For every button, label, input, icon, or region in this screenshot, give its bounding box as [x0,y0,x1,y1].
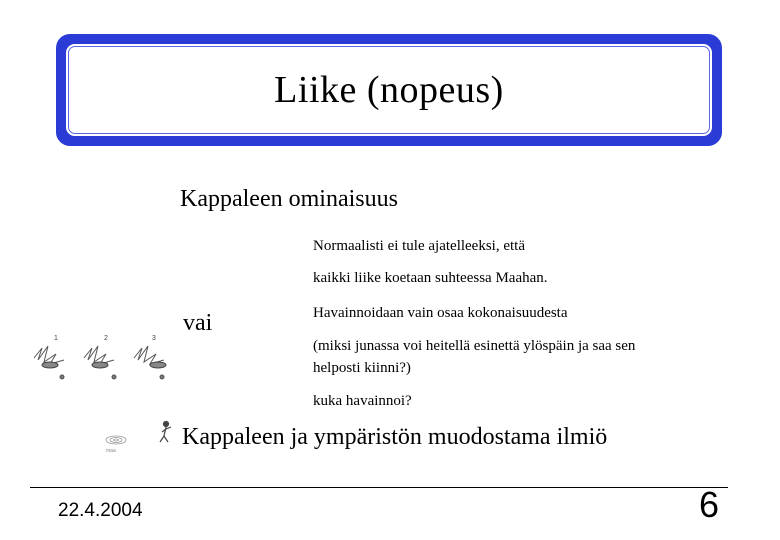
frame-1-figure [34,346,64,379]
footer-divider [30,487,728,488]
observer-illustration [100,420,178,458]
motion-frames-illustration [28,330,178,386]
title-frame [56,34,722,146]
slide-title: Liike (nopeus) [274,69,504,111]
page-number: 6 [699,484,720,525]
or-label: vai [183,310,213,336]
note-observe-part: Havainnoidaan vain osaa kokonaisuudesta [313,305,568,321]
note-relative-earth: kaikki liike koetaan suhteessa Maahan. [313,270,548,286]
earth-label: maa [106,448,116,454]
earth-rings-icon [106,436,126,444]
note-train-question-line2: helposti kiinni?) [313,360,411,376]
frame-number-1: 1 [54,335,58,342]
note-who-observes: kuka havainnoi? [313,393,412,409]
footer-date: 22.4.2004 [58,500,143,521]
frame-2-figure [84,346,116,379]
heading-phenomenon: Kappaleen ja ympäristön muodostama ilmiö [182,424,608,450]
note-normally: Normaalisti ei tule ajatelleeksi, että [313,238,525,254]
heading-property: Kappaleen ominaisuus [180,186,398,212]
frame-number-2: 2 [104,335,108,342]
person-icon [160,422,171,443]
note-train-question-line1: (miksi junassa voi heitellä esinettä ylöspäin ja saa sen [313,338,636,354]
title-box [66,44,712,136]
frame-3-figure [134,346,166,379]
frame-number-3: 3 [152,335,156,342]
